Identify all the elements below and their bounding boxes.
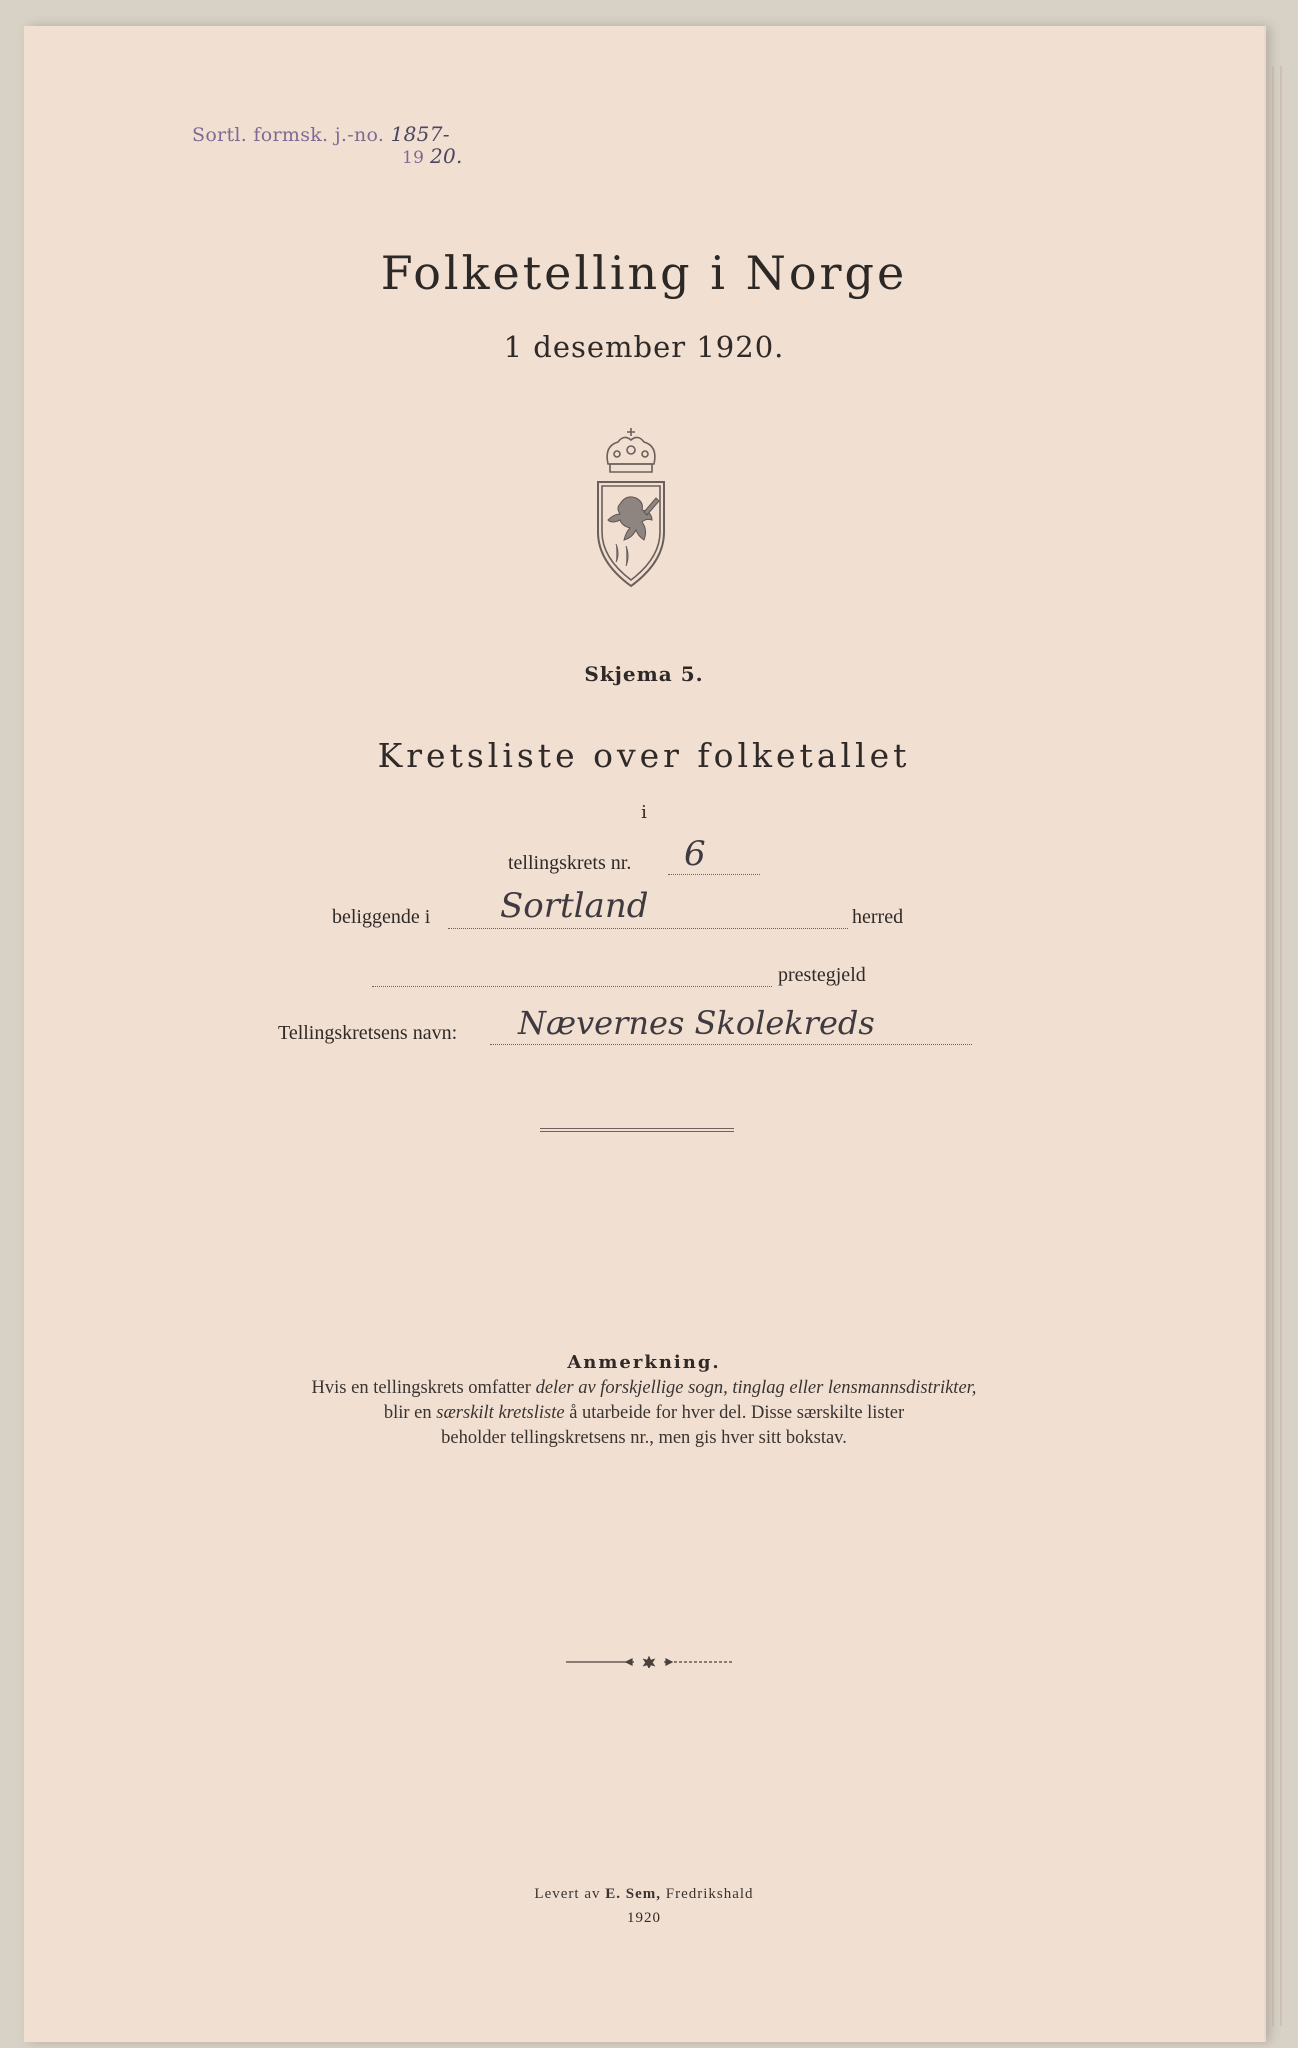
norwegian-coat-of-arms-icon bbox=[586, 424, 676, 594]
note-line-1: Hvis en tellingskrets omfatter deler av forskjellige sogn, tinglag eller lensmannsdistrikter, bbox=[311, 1378, 977, 1398]
beliggende-value: Sortland bbox=[500, 886, 649, 926]
note-line-3: beholder tellingskretsens nr., men gis hver sitt bokstav. bbox=[441, 1428, 847, 1448]
note-title: Anmerkning. bbox=[567, 1352, 721, 1373]
page-edge bbox=[1280, 66, 1282, 2026]
printer-credit: Levert av E. Sem, Fredrikshald bbox=[534, 1886, 754, 1902]
navn-label: Tellingskretsens navn: bbox=[278, 1022, 458, 1044]
ornament-divider-icon bbox=[564, 1656, 734, 1668]
navn-line bbox=[490, 1044, 972, 1045]
form-heading: Kretsliste over folketallet bbox=[377, 736, 911, 775]
stamp-year: 19 20. bbox=[402, 144, 463, 168]
stamp-number: 1857- bbox=[390, 122, 450, 146]
page-title: Folketelling i Norge bbox=[380, 246, 908, 300]
connector-i: i bbox=[641, 802, 647, 823]
tellingskrets-value: 6 bbox=[684, 834, 706, 874]
navn-value: Nævernes Skolekreds bbox=[518, 1004, 875, 1042]
beliggende-label: beliggende i bbox=[332, 906, 431, 928]
note-text bbox=[204, 1376, 1084, 1451]
beliggende-line bbox=[448, 928, 848, 929]
prestegjeld-label: prestegjeld bbox=[778, 964, 866, 986]
tellingskrets-line bbox=[668, 874, 760, 875]
divider-rule bbox=[540, 1128, 734, 1132]
archive-stamp bbox=[192, 122, 463, 168]
herred-label: herred bbox=[852, 906, 904, 928]
note-line-2: blir en særskilt kretsliste å utarbeide for hver del. Disse særskilte lister bbox=[383, 1403, 905, 1423]
stamp-label: Sortl. formsk. j.-no. bbox=[192, 124, 385, 146]
print-year: 1920 bbox=[627, 1910, 661, 1926]
document-page bbox=[24, 26, 1264, 2042]
census-date: 1 desember 1920. bbox=[503, 330, 785, 364]
prestegjeld-line bbox=[372, 986, 772, 987]
schema-number: Skjema 5. bbox=[584, 662, 704, 686]
tellingskrets-label: tellingskrets nr. bbox=[508, 852, 632, 874]
page-edge bbox=[1272, 66, 1274, 2026]
